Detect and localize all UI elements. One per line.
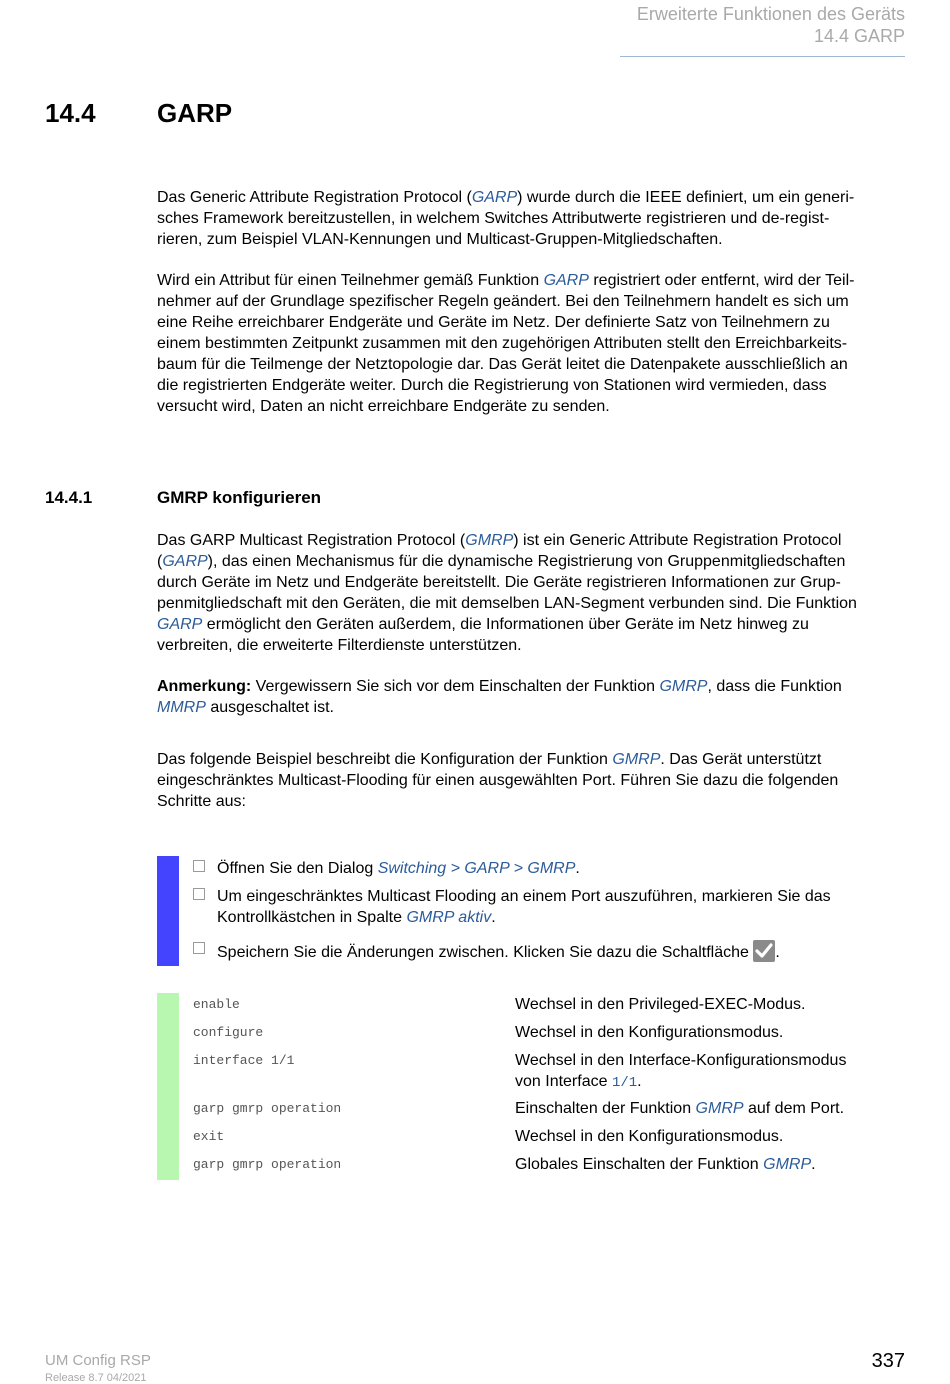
cli-command: interface 1/1 [193, 1053, 295, 1068]
cli-description [515, 1098, 905, 1119]
text-run: . Das Gerät unterstützt [660, 751, 822, 768]
steps-marker-bar [157, 856, 179, 966]
running-header-section: 14.4 GARP [813, 26, 905, 46]
keyword-garp: GARP [471, 189, 518, 206]
keyword-garp: GARP [162, 553, 208, 570]
keyword-garp: GARP [157, 616, 203, 633]
interface-id: 1/1 [611, 1075, 638, 1091]
footer-document-name: UM Config RSP [45, 1352, 151, 1369]
note-label: Anmerkung: [157, 678, 252, 695]
section-title: GARP [157, 98, 233, 128]
text-run: Vergewissern Sie sich vor dem Einschalten der Funktion [251, 678, 660, 695]
text-run: Einschalten der Funktion [515, 1100, 696, 1117]
keyword-gmrp: GMRP [695, 1100, 744, 1117]
gmrp-paragraph [157, 530, 907, 656]
cli-command: garp gmrp operation [193, 1101, 342, 1116]
text-run: . [637, 1073, 642, 1090]
cli-description [515, 1154, 905, 1175]
section-number: 14.4 [45, 98, 96, 128]
step-item [193, 886, 908, 928]
cli-marker-bar [157, 993, 179, 1180]
text-run: ) ist ein Generic Attribute Registration Protocol [513, 532, 842, 549]
page-number: 337 [871, 1350, 905, 1372]
step-item [193, 858, 908, 879]
text-run: Kontrollkästchen in Spalte [217, 909, 407, 926]
cli-command: configure [193, 1025, 264, 1040]
intro-paragraph-1 [157, 187, 907, 250]
step-item [193, 940, 908, 963]
text-line: eine Reihe erreichbarer Endgeräte und Geräte im Netz. Der definierte Satz von Teilnehmern zu [157, 314, 830, 331]
text-run: . [575, 860, 580, 877]
text-run: Das Generic Attribute Registration Protocol ( [157, 189, 472, 206]
text-run: Öffnen Sie den Dialog [217, 860, 378, 877]
checkbox-icon [193, 860, 205, 872]
text-run: Das GARP Multicast Registration Protocol ( [157, 532, 466, 549]
text-run: registriert oder entfernt, wird der Teil- [588, 272, 855, 289]
cli-command: enable [193, 997, 240, 1012]
text-line: verbreiten, die erweiterte Filterdienste unterstützen. [157, 637, 522, 654]
text-line: versucht wird, Daten an nicht erreichbare Endgeräte zu senden. [157, 398, 610, 415]
text-line: die registrierten Endgeräte weiter. Durch die Registrierung von Stationen wird vermieden, dass [157, 377, 827, 394]
cli-description [515, 1126, 905, 1147]
text-run: Das folgende Beispiel beschreibt die Konfiguration der Funktion [157, 751, 613, 768]
text-run: Wechsel in den Konfigurationsmodus. [515, 1128, 784, 1145]
cli-description [515, 994, 905, 1015]
intro-paragraph-2 [157, 270, 907, 417]
keyword-garp: GARP [543, 272, 589, 289]
example-paragraph [157, 749, 907, 812]
footer-release: Release 8.7 04/2021 [45, 1372, 147, 1384]
header-divider [620, 56, 905, 57]
text-line: nehmer auf der Grundlage spezifischer Regeln geändert. Bei den Teilnehmern handelt es sich um [157, 293, 849, 310]
text-run: Wird ein Attribut für einen Teilnehmer gemäß Funktion [157, 272, 544, 289]
cli-command: garp gmrp operation [193, 1157, 342, 1172]
text-run: ), das einen Mechanismus für die dynamische Registrierung von Gruppenmitgliedschaften [207, 553, 846, 570]
text-run: auf dem Port. [743, 1100, 845, 1117]
checkbox-icon [193, 942, 205, 954]
cli-command: exit [193, 1129, 225, 1144]
note-paragraph [157, 676, 907, 718]
text-line: einem bestimmten Zeitpunkt zusammen mit den zugehörigen Attributen stellt den Erreichbarkeits- [157, 335, 848, 352]
keyword-mmrp: MMRP [157, 699, 206, 716]
text-run: Wechsel in den Privileged-EXEC-Modus. [515, 996, 806, 1013]
dialog-path: Switching > GARP > GMRP [377, 860, 576, 877]
cli-description [515, 1022, 905, 1043]
checkmark-icon [753, 940, 775, 962]
keyword-gmrp: GMRP [465, 532, 514, 549]
keyword-gmrp: GMRP [612, 751, 661, 768]
text-line: sches Framework bereitzustellen, in welchem Switches Attributwerte registrieren und de-regist- [157, 210, 830, 227]
text-line: eingeschränktes Multicast-Flooding für einen ausgewählten Port. Führen Sie dazu die folgenden [157, 772, 839, 789]
text-line: Schritte aus: [157, 793, 246, 810]
running-header-chapter: Erweiterte Funktionen des Geräts [636, 4, 905, 24]
text-run: . [775, 944, 780, 961]
keyword-gmrp: GMRP [659, 678, 708, 695]
text-line: rieren, zum Beispiel VLAN-Kennungen und Multicast-Gruppen-Mitgliedschaften. [157, 231, 723, 248]
text-run: ermöglicht den Geräten außerdem, die Informationen über Geräte im Netz hinweg zu [202, 616, 809, 633]
text-line: Wechsel in den Interface-Konfigurationsmodus [515, 1052, 847, 1069]
text-line: durch Geräte im Netz und Endgeräte bereitstellt. Die Geräte registrieren Informationen zur Grup- [157, 574, 841, 591]
cli-description [515, 1050, 905, 1094]
text-run: ) wurde durch die IEEE definiert, um ein generi- [517, 189, 855, 206]
text-run: Globales Einschalten der Funktion [515, 1156, 764, 1173]
text-run: von Interface [515, 1073, 612, 1090]
subsection-title: GMRP konfigurieren [157, 488, 322, 507]
text-run: , dass die Funktion [707, 678, 842, 695]
text-run: . [811, 1156, 816, 1173]
column-name: GMRP aktiv [406, 909, 492, 926]
subsection-number: 14.4.1 [45, 488, 93, 507]
text-run: . [491, 909, 496, 926]
checkbox-icon [193, 888, 205, 900]
text-run: Um eingeschränktes Multicast Flooding an einem Port auszuführen, markieren Sie das [217, 888, 831, 905]
text-run: ausgeschaltet ist. [205, 699, 334, 716]
text-run: ( [157, 553, 163, 570]
keyword-gmrp: GMRP [763, 1156, 812, 1173]
text-run: Speichern Sie die Änderungen zwischen. Klicken Sie dazu die Schaltfläche [217, 944, 754, 961]
text-run: Wechsel in den Konfigurationsmodus. [515, 1024, 784, 1041]
text-line: baum für die Teilmenge der Netztopologie dar. Das Gerät leitet die Datenpakete ausschließlich an [157, 356, 848, 373]
text-line: penmitgliedschaft mit den Geräten, die mit demselben LAN-Segment verbunden sind. Die Funktion [157, 595, 857, 612]
